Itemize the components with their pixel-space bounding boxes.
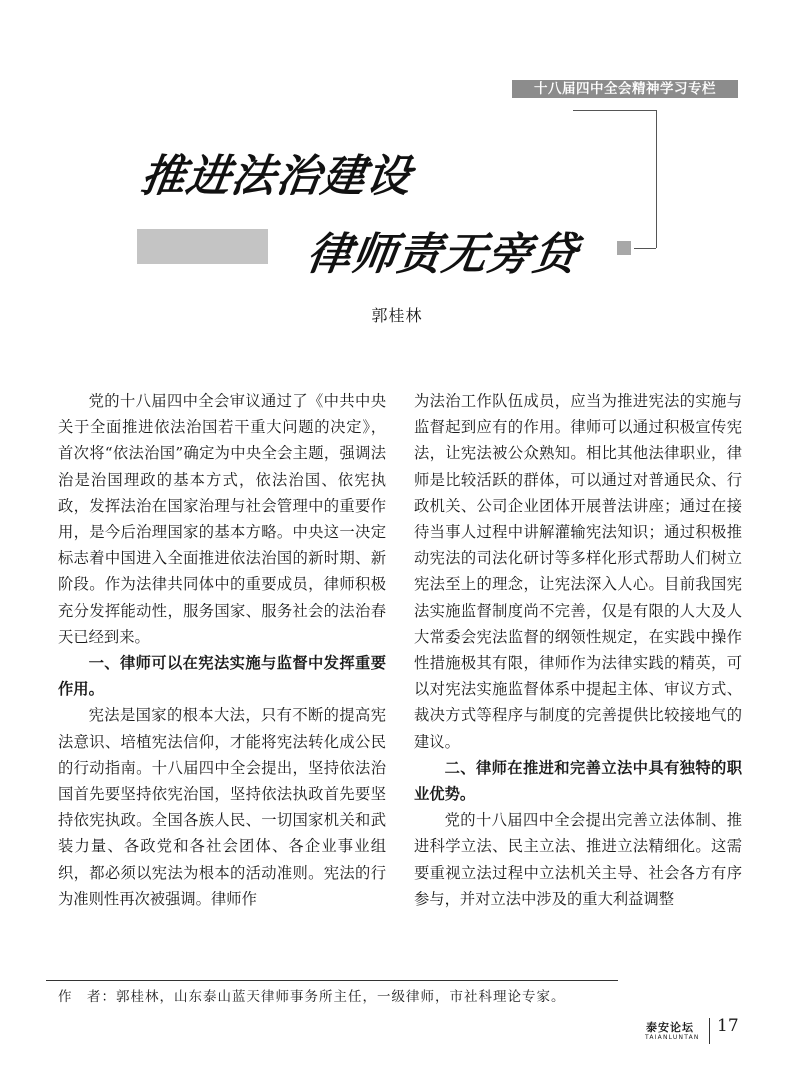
body-paragraph: 宪法是国家的根本大法，只有不断的提高宪法意识、培植宪法信仰，才能将宪法转化成公民的行动指南。十八届四中全会提出，坚持依法治国首先要坚持依宪治国，坚持依法执政首先要坚持依宪执政。全国各族人民、一切国家机关和武装力量、各政党和各社会团体、各企业事业组织，都必须以宪法为根本的活动准则。宪法的行为准则性再次被强调。律师作 — [58, 706, 386, 908]
title-frame-vertical-line — [656, 110, 657, 248]
publication-name-pinyin: TAIANLUNTAN — [645, 1034, 700, 1041]
page-number-separator — [709, 1018, 710, 1044]
section-heading-2: 二、律师在推进和完善立法中具有独特的职业优势。 — [414, 758, 742, 804]
page-number: 17 — [717, 1016, 739, 1036]
title-frame-top-line — [573, 110, 656, 111]
column-tag: 十八届四中全会精神学习专栏 — [512, 80, 738, 98]
body-paragraph: 党的十八届四中全会审议通过了《中共中央关于全面推进依法治国若干重大问题的决定》，首次将“依法治国”确定为中央全会主题，强调法治是治国理政的基本方式，依法治国、依宪执政，发挥法治在国家治理与社会管理中的重要作用，是今后治理国家的基本方略。中央这一决定标志着中国进入全面推进依法治国的新时期、新阶段。作为法律共同体中的重要成员，律师积极充分发挥能动性，服务国家、服务社会的法治春天已经到来。 — [58, 392, 386, 646]
title-frame-bottom-line — [634, 248, 656, 249]
body-column-right — [414, 388, 742, 912]
decorative-square — [617, 241, 631, 255]
author-footnote: 作 者：郭桂林，山东泰山蓝天律师事务所主任，一级律师，市社科理论专家。 — [58, 989, 566, 1005]
body-paragraph-continued: 为法治工作队伍成员，应当为推进宪法的实施与监督起到应有的作用。律师可以通过积极宣传宪法，让宪法被公众熟知。相比其他法律职业，律师是比较活跃的群体，可以通过对普通民众、行政机关、公司企业团体开展普法讲座；通过在接待当事人过程中讲解灌输宪法知识；通过积极推动宪法的司法化研讨等多样化形式帮助人们树立宪法至上的理念，让宪法深入人心。目前我国宪法实施监督制度尚不完善，仅是有限的人大及人大常委会宪法监督的纲领性规定，在实践中操作性措施极其有限，律师作为法律实践的精英，可以对宪法实施监督体系中提起主体、审议方式、裁决方式等程序与制度的完善提供比较接地气的建议。 — [414, 392, 742, 751]
decorative-bar — [137, 229, 268, 264]
body-paragraph: 党的十八届四中全会提出完善立法体制、推进科学立法、民主立法、推进立法精细化。这需要重视立法过程中立法机关主导、社会各方有序参与，并对立法中涉及的重大利益调整 — [414, 811, 742, 908]
footnote-rule — [46, 980, 618, 981]
article-title-line-1: 推进法治建设 — [137, 151, 415, 202]
body-column-left — [58, 388, 386, 912]
publication-name: 泰安论坛 — [646, 1021, 694, 1034]
article-author: 郭桂林 — [371, 306, 423, 325]
article-title-line-2: 律师责无旁贷 — [303, 229, 581, 280]
section-heading-1: 一、律师可以在宪法实施与监督中发挥重要作用。 — [58, 654, 386, 699]
